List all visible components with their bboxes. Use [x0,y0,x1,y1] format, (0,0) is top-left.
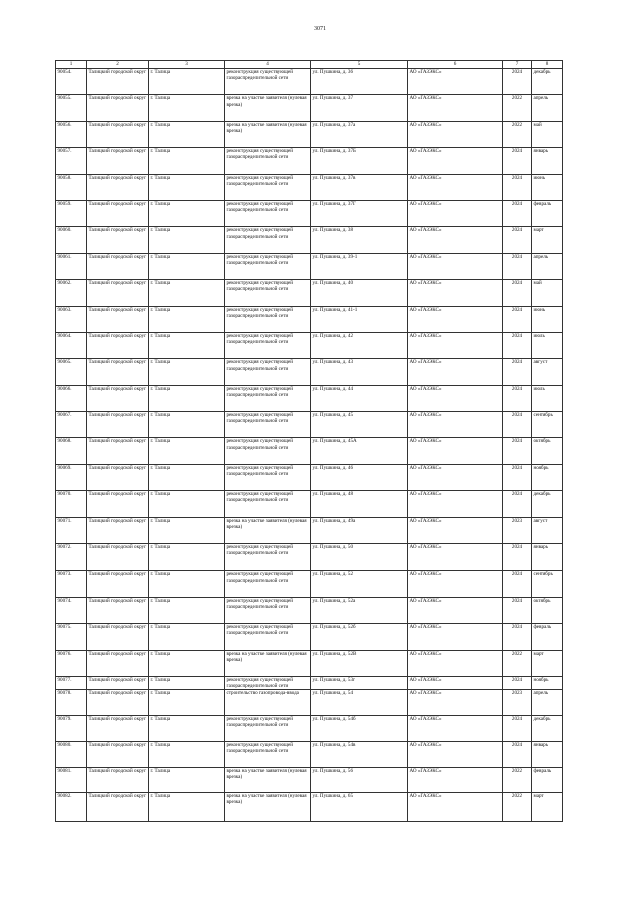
work-type-cell: реконструкция существующей газораспределительной сети [225,200,311,226]
year-cell: 2022 [503,650,532,676]
column-header: 2 [87,61,149,69]
row-number-cell: 90076. [56,650,87,676]
address-cell: ул. Пушкина, д. 54в [311,742,408,768]
month-cell: май [532,121,563,147]
row-number-cell: 90073. [56,571,87,597]
municipality-cell: Талицкий городской округ [87,359,149,385]
settlement-cell: г. Талица [149,650,225,676]
table-row [56,306,563,332]
month-cell: апрель [532,253,563,279]
address-cell: ул. Пушкина, д. 39-1 [311,253,408,279]
year-cell: 2024 [503,491,532,517]
municipality-cell: Талицкий городской округ [87,95,149,121]
year-cell: 2024 [503,306,532,332]
address-cell: ул. Пушкина, д. 37 [311,95,408,121]
table-row [56,624,563,650]
organization-cell: АО «ГАЗЭКС» [408,95,503,121]
row-number-cell: 90080. [56,742,87,768]
column-header: 6 [408,61,503,69]
table-row [56,148,563,174]
municipality-cell: Талицкий городской округ [87,200,149,226]
row-number-cell: 90082. [56,793,87,821]
municipality-cell: Талицкий городской округ [87,767,149,793]
work-type-cell: реконструкция существующей газораспределительной сети [225,464,311,490]
row-number-cell: 90070. [56,491,87,517]
row-number-cell: 90064. [56,332,87,358]
table-row [56,571,563,597]
organization-cell: АО «ГАЗЭКС» [408,174,503,200]
municipality-cell: Талицкий городской округ [87,121,149,147]
month-cell: июнь [532,306,563,332]
address-cell: ул. Пушкина, д. 37в [311,174,408,200]
table-row [56,121,563,147]
organization-cell: АО «ГАЗЭКС» [408,650,503,676]
settlement-cell: г. Талица [149,148,225,174]
organization-cell: АО «ГАЗЭКС» [408,793,503,821]
work-type-cell: реконструкция существующей газораспределительной сети [225,742,311,768]
month-cell: декабрь [532,69,563,95]
column-header: 3 [149,61,225,69]
row-number-cell: 90078. [56,690,87,716]
municipality-cell: Талицкий городской округ [87,332,149,358]
year-cell: 2024 [503,742,532,768]
municipality-cell: Талицкий городской округ [87,306,149,332]
address-cell: ул. Пушкина, д. 37Б [311,148,408,174]
row-number-cell: 90068. [56,438,87,464]
year-cell: 2024 [503,69,532,95]
month-cell: май [532,280,563,306]
row-number-cell: 90054. [56,69,87,95]
municipality-cell: Талицкий городской округ [87,793,149,821]
row-number-cell: 90059. [56,200,87,226]
work-type-cell: строительство газопровода-ввода [225,690,311,716]
year-cell: 2024 [503,715,532,741]
organization-cell: АО «ГАЗЭКС» [408,715,503,741]
year-cell: 2024 [503,412,532,438]
address-cell: ул. Пушкина, д. 38 [311,227,408,253]
month-cell: октябрь [532,597,563,623]
row-number-cell: 90072. [56,544,87,571]
work-type-cell: реконструкция существующей газораспределительной сети [225,359,311,385]
row-number-cell: 90058. [56,174,87,200]
table-row [56,491,563,517]
table-row [56,385,563,411]
year-cell: 2024 [503,174,532,200]
row-number-cell: 90060. [56,227,87,253]
year-cell: 2022 [503,121,532,147]
address-cell: ул. Пушкина, д. 46 [311,464,408,490]
year-cell: 2024 [503,438,532,464]
organization-cell: АО «ГАЗЭКС» [408,690,503,716]
work-type-cell: врезка на участке заявителя (нулевая врезка) [225,95,311,121]
address-cell: ул. Пушкина, д. 45А [311,438,408,464]
row-number-cell: 90067. [56,412,87,438]
work-type-cell: реконструкция существующей газораспределительной сети [225,544,311,571]
municipality-cell: Талицкий городской округ [87,280,149,306]
month-cell: ноябрь [532,464,563,490]
address-cell: ул. Пушкина, д. 41-1 [311,306,408,332]
month-cell: август [532,359,563,385]
settlement-cell: г. Талица [149,597,225,623]
work-type-cell: реконструкция существующей газораспределительной сети [225,412,311,438]
settlement-cell: г. Талица [149,517,225,543]
work-type-cell: врезка на участке заявителя (нулевая врезка) [225,517,311,543]
month-cell: февраль [532,767,563,793]
address-cell: ул. Пушкина, д. 45 [311,412,408,438]
month-cell: июль [532,385,563,411]
municipality-cell: Талицкий городской округ [87,174,149,200]
row-number-cell: 90081. [56,767,87,793]
municipality-cell: Талицкий городской округ [87,253,149,279]
organization-cell: АО «ГАЗЭКС» [408,571,503,597]
organization-cell: АО «ГАЗЭКС» [408,742,503,768]
table-row [56,359,563,385]
column-header: 5 [311,61,408,69]
organization-cell: АО «ГАЗЭКС» [408,544,503,571]
column-header: 7 [503,61,532,69]
year-cell: 2024 [503,597,532,623]
row-number-cell: 90069. [56,464,87,490]
year-cell: 2024 [503,385,532,411]
organization-cell: АО «ГАЗЭКС» [408,517,503,543]
settlement-cell: г. Талица [149,438,225,464]
organization-cell: АО «ГАЗЭКС» [408,624,503,650]
table-row [56,332,563,358]
settlement-cell: г. Талица [149,412,225,438]
table-row [56,676,563,689]
month-cell: январь [532,544,563,571]
row-number-cell: 90057. [56,148,87,174]
organization-cell: АО «ГАЗЭКС» [408,332,503,358]
address-cell: ул. Пушкина, д. 52 [311,571,408,597]
municipality-cell: Талицкий городской округ [87,690,149,716]
work-type-cell: врезка на участке заявителя (нулевая врезка) [225,793,311,821]
table-row [56,95,563,121]
municipality-cell: Талицкий городской округ [87,148,149,174]
table-row [56,253,563,279]
work-type-cell: реконструкция существующей газораспределительной сети [225,491,311,517]
work-type-cell: реконструкция существующей газораспределительной сети [225,148,311,174]
year-cell: 2024 [503,544,532,571]
work-type-cell: реконструкция существующей газораспределительной сети [225,253,311,279]
month-cell: декабрь [532,715,563,741]
table-row [56,715,563,741]
address-cell: ул. Пушкина, д. 56 [311,767,408,793]
organization-cell: АО «ГАЗЭКС» [408,253,503,279]
year-cell: 2024 [503,227,532,253]
work-type-cell: реконструкция существующей газораспределительной сети [225,306,311,332]
year-cell: 2024 [503,571,532,597]
municipality-cell: Талицкий городской округ [87,571,149,597]
table-row [56,597,563,623]
row-number-cell: 90074. [56,597,87,623]
year-cell: 2024 [503,359,532,385]
work-type-cell: врезка на участке заявителя (нулевая врезка) [225,121,311,147]
work-type-cell: реконструкция существующей газораспределительной сети [225,332,311,358]
year-cell: 2024 [503,464,532,490]
municipality-cell: Талицкий городской округ [87,715,149,741]
year-cell: 2024 [503,200,532,226]
municipality-cell: Талицкий городской округ [87,464,149,490]
work-type-cell: реконструкция существующей газораспределительной сети [225,597,311,623]
organization-cell: АО «ГАЗЭКС» [408,121,503,147]
address-cell: ул. Пушкина, д. 44 [311,385,408,411]
address-cell: ул. Пушкина, д. 50 [311,544,408,571]
organization-cell: АО «ГАЗЭКС» [408,438,503,464]
settlement-cell: г. Талица [149,676,225,689]
gas-connection-registry-table [55,60,563,822]
settlement-cell: г. Талица [149,742,225,768]
address-cell: ул. Пушкина, д. 36 [311,69,408,95]
organization-cell: АО «ГАЗЭКС» [408,464,503,490]
work-type-cell: реконструкция существующей газораспределительной сети [225,227,311,253]
address-cell: ул. Пушкина, д. 37а [311,121,408,147]
municipality-cell: Талицкий городской округ [87,650,149,676]
organization-cell: АО «ГАЗЭКС» [408,491,503,517]
month-cell: апрель [532,95,563,121]
work-type-cell: реконструкция существующей газораспределительной сети [225,571,311,597]
table-row [56,742,563,768]
municipality-cell: Талицкий городской округ [87,438,149,464]
settlement-cell: г. Талица [149,95,225,121]
work-type-cell: реконструкция существующей газораспределительной сети [225,280,311,306]
settlement-cell: г. Талица [149,332,225,358]
settlement-cell: г. Талица [149,121,225,147]
row-number-cell: 90066. [56,385,87,411]
work-type-cell: врезка на участке заявителя (нулевая врезка) [225,650,311,676]
settlement-cell: г. Талица [149,464,225,490]
work-type-cell: реконструкция существующей газораспределительной сети [225,438,311,464]
address-cell: ул. Пушкина, д. 52а [311,597,408,623]
month-cell: июнь [532,174,563,200]
municipality-cell: Талицкий городской округ [87,517,149,543]
settlement-cell: г. Талица [149,690,225,716]
row-number-cell: 90056. [56,121,87,147]
year-cell: 2024 [503,332,532,358]
municipality-cell: Талицкий городской округ [87,597,149,623]
year-cell: 2022 [503,767,532,793]
row-number-cell: 90071. [56,517,87,543]
row-number-cell: 90079. [56,715,87,741]
row-number-cell: 90062. [56,280,87,306]
row-number-cell: 90077. [56,676,87,689]
address-cell: ул. Пушкина, д. 48 [311,491,408,517]
municipality-cell: Талицкий городской округ [87,412,149,438]
municipality-cell: Талицкий городской округ [87,624,149,650]
organization-cell: АО «ГАЗЭКС» [408,412,503,438]
registry-body [56,69,563,822]
month-cell: октябрь [532,438,563,464]
organization-cell: АО «ГАЗЭКС» [408,767,503,793]
settlement-cell: г. Талица [149,571,225,597]
year-cell: 2024 [503,624,532,650]
settlement-cell: г. Талица [149,715,225,741]
month-cell: июль [532,332,563,358]
month-cell: декабрь [532,491,563,517]
work-type-cell: реконструкция существующей газораспределительной сети [225,385,311,411]
settlement-cell: г. Талица [149,767,225,793]
column-number-row [56,61,563,69]
settlement-cell: г. Талица [149,174,225,200]
month-cell: март [532,227,563,253]
municipality-cell: Талицкий городской округ [87,385,149,411]
row-number-cell: 90065. [56,359,87,385]
address-cell: ул. Пушкина, д. 49а [311,517,408,543]
table-row [56,464,563,490]
settlement-cell: г. Талица [149,69,225,95]
table-row [56,227,563,253]
year-cell: 2023 [503,690,532,716]
table-row [56,200,563,226]
work-type-cell: врезка на участке заявителя (нулевая врезка) [225,767,311,793]
table-row [56,69,563,95]
settlement-cell: г. Талица [149,491,225,517]
settlement-cell: г. Талица [149,544,225,571]
settlement-cell: г. Талица [149,253,225,279]
address-cell: ул. Пушкина, д. 65 [311,793,408,821]
organization-cell: АО «ГАЗЭКС» [408,69,503,95]
settlement-cell: г. Талица [149,793,225,821]
table-row [56,174,563,200]
year-cell: 2022 [503,793,532,821]
address-cell: ул. Пушкина, д. 53г [311,676,408,689]
organization-cell: АО «ГАЗЭКС» [408,306,503,332]
table-row [56,793,563,821]
municipality-cell: Талицкий городской округ [87,676,149,689]
month-cell: август [532,517,563,543]
month-cell: март [532,650,563,676]
year-cell: 2024 [503,676,532,689]
work-type-cell: реконструкция существующей газораспределительной сети [225,174,311,200]
work-type-cell: реконструкция существующей газораспределительной сети [225,676,311,689]
work-type-cell: реконструкция существующей газораспределительной сети [225,69,311,95]
organization-cell: АО «ГАЗЭКС» [408,676,503,689]
organization-cell: АО «ГАЗЭКС» [408,597,503,623]
table-row [56,690,563,716]
column-header: 1 [56,61,87,69]
organization-cell: АО «ГАЗЭКС» [408,200,503,226]
settlement-cell: г. Талица [149,280,225,306]
month-cell: февраль [532,200,563,226]
year-cell: 2024 [503,253,532,279]
address-cell: ул. Пушкина, д. 52б [311,624,408,650]
month-cell: февраль [532,624,563,650]
row-number-cell: 90075. [56,624,87,650]
settlement-cell: г. Талица [149,306,225,332]
table-row [56,544,563,571]
settlement-cell: г. Талица [149,359,225,385]
work-type-cell: реконструкция существующей газораспределительной сети [225,624,311,650]
settlement-cell: г. Талица [149,227,225,253]
page-number: 3071 [314,26,326,32]
municipality-cell: Талицкий городской округ [87,491,149,517]
municipality-cell: Талицкий городской округ [87,742,149,768]
municipality-cell: Талицкий городской округ [87,227,149,253]
address-cell: ул. Пушкина, д. 40 [311,280,408,306]
column-header: 4 [225,61,311,69]
organization-cell: АО «ГАЗЭКС» [408,359,503,385]
address-cell: ул. Пушкина, д. 43 [311,359,408,385]
organization-cell: АО «ГАЗЭКС» [408,280,503,306]
organization-cell: АО «ГАЗЭКС» [408,148,503,174]
address-cell: ул. Пушкина, д. 42 [311,332,408,358]
table-row [56,650,563,676]
address-cell: ул. Пушкина, д. 54б [311,715,408,741]
year-cell: 2024 [503,148,532,174]
month-cell: сентябрь [532,571,563,597]
organization-cell: АО «ГАЗЭКС» [408,227,503,253]
municipality-cell: Талицкий городской округ [87,544,149,571]
settlement-cell: г. Талица [149,200,225,226]
address-cell: ул. Пушкина, д. 54 [311,690,408,716]
address-cell: ул. Пушкина, д. 52В [311,650,408,676]
table-row [56,412,563,438]
table-row [56,438,563,464]
column-header: 8 [532,61,563,69]
settlement-cell: г. Талица [149,385,225,411]
month-cell: январь [532,742,563,768]
year-cell: 2023 [503,517,532,543]
table-row [56,767,563,793]
year-cell: 2024 [503,280,532,306]
municipality-cell: Талицкий городской округ [87,69,149,95]
month-cell: январь [532,148,563,174]
month-cell: апрель [532,690,563,716]
month-cell: ноябрь [532,676,563,689]
month-cell: март [532,793,563,821]
address-cell: ул. Пушкина, д. 37Г [311,200,408,226]
organization-cell: АО «ГАЗЭКС» [408,385,503,411]
table-row [56,517,563,543]
settlement-cell: г. Талица [149,624,225,650]
table-row [56,280,563,306]
month-cell: сентябрь [532,412,563,438]
row-number-cell: 90055. [56,95,87,121]
row-number-cell: 90061. [56,253,87,279]
work-type-cell: реконструкция существующей газораспределительной сети [225,715,311,741]
row-number-cell: 90063. [56,306,87,332]
year-cell: 2022 [503,95,532,121]
